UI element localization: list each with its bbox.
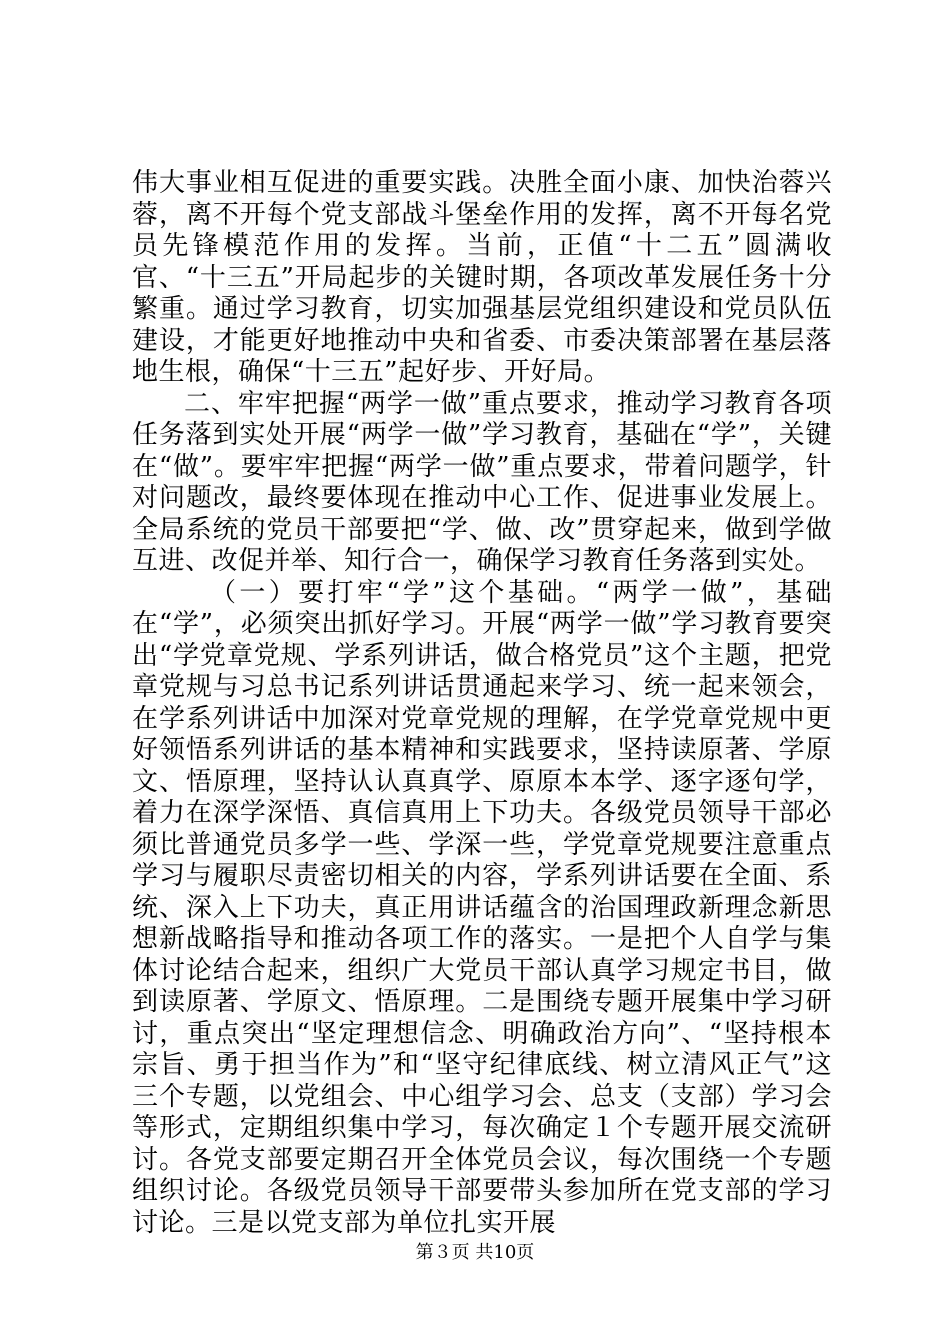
paragraph-3: （一）要打牢“学”这个基础。“两学一做”，基础在“学”，必须突出抓好学习。开展“两学一做”学习教育要突出“学党章党规、学系列讲话，做合格党员”这个主题，把党章党规与习总书记系列讲话贯通起来学习、统一起来领会，在学系列讲话中加深对党章党规的理解，在学党章党规中更好领悟系列讲话的基本精神和实践要求，坚持读原著、学原文、悟原理，坚持认认真真学、原原本本学、逐字逐句学，着力在深学深悟、真信真用上下功夫。各级党员领导干部必须比普通党员多学一些、学深一些，学党章党规要注意重点学习与履职尽责密切相关的内容，学系列讲话要在全面、系统、深入上下功夫，真正用讲话蕴含的治国理政新理念新思想新战略指导和推动各项工作的落实。一是把个人自学与集体讨论结合起来，组织广大党员干部认真学习规定书目，做到读原著、学原文、悟原理。二是围绕专题开展集中学习研讨，重点突出“坚定理想信念、明确政治方向”、“坚持根本宗旨、勇于担当作为”和“坚守纪律底线、树立清风正气”这三个专题，以党组会、中心组学习会、总支（支部）学习会等形式，定期组织集中学习，每次确定１个专题开展交流研讨。各党支部要定期召开全体党员会议，每次围绕一个专题组织讨论。各级党员领导干部要带头参加所在党支部的学习讨论。三是以党支部为单位扎实开展 [132,577,832,1238]
paragraph-2: 二、牢牢把握“两学一做”重点要求，推动学习教育各项任务落到实处开展“两学一做”学习教育，基础在“学”，关键在“做”。要牢牢把握“两学一做”重点要求，带着问题学，针对问题改，最终要体现在推动中心工作、促进事业发展上。全局系统的党员干部要把“学、做、改”贯穿起来，做到学做互进、改促并举、知行合一，确保学习教育任务落到实处。 [132,388,832,576]
page-footer: 第３页 共10页 [415,1242,535,1263]
document-body [132,168,832,1239]
paragraph-1: 伟大事业相互促进的重要实践。决胜全面小康、加快治蓉兴蓉，离不开每个党支部战斗堡垒作用的发挥，离不开每名党员先锋模范作用的发挥。当前，正值“十二五”圆满收官、“十三五”开局起步的关键时期，各项改革发展任务十分繁重。通过学习教育，切实加强基层党组织建设和党员队伍建设，才能更好地推动中央和省委、市委决策部署在基层落地生根，确保“十三五”起好步、开好局。 [132,168,832,387]
